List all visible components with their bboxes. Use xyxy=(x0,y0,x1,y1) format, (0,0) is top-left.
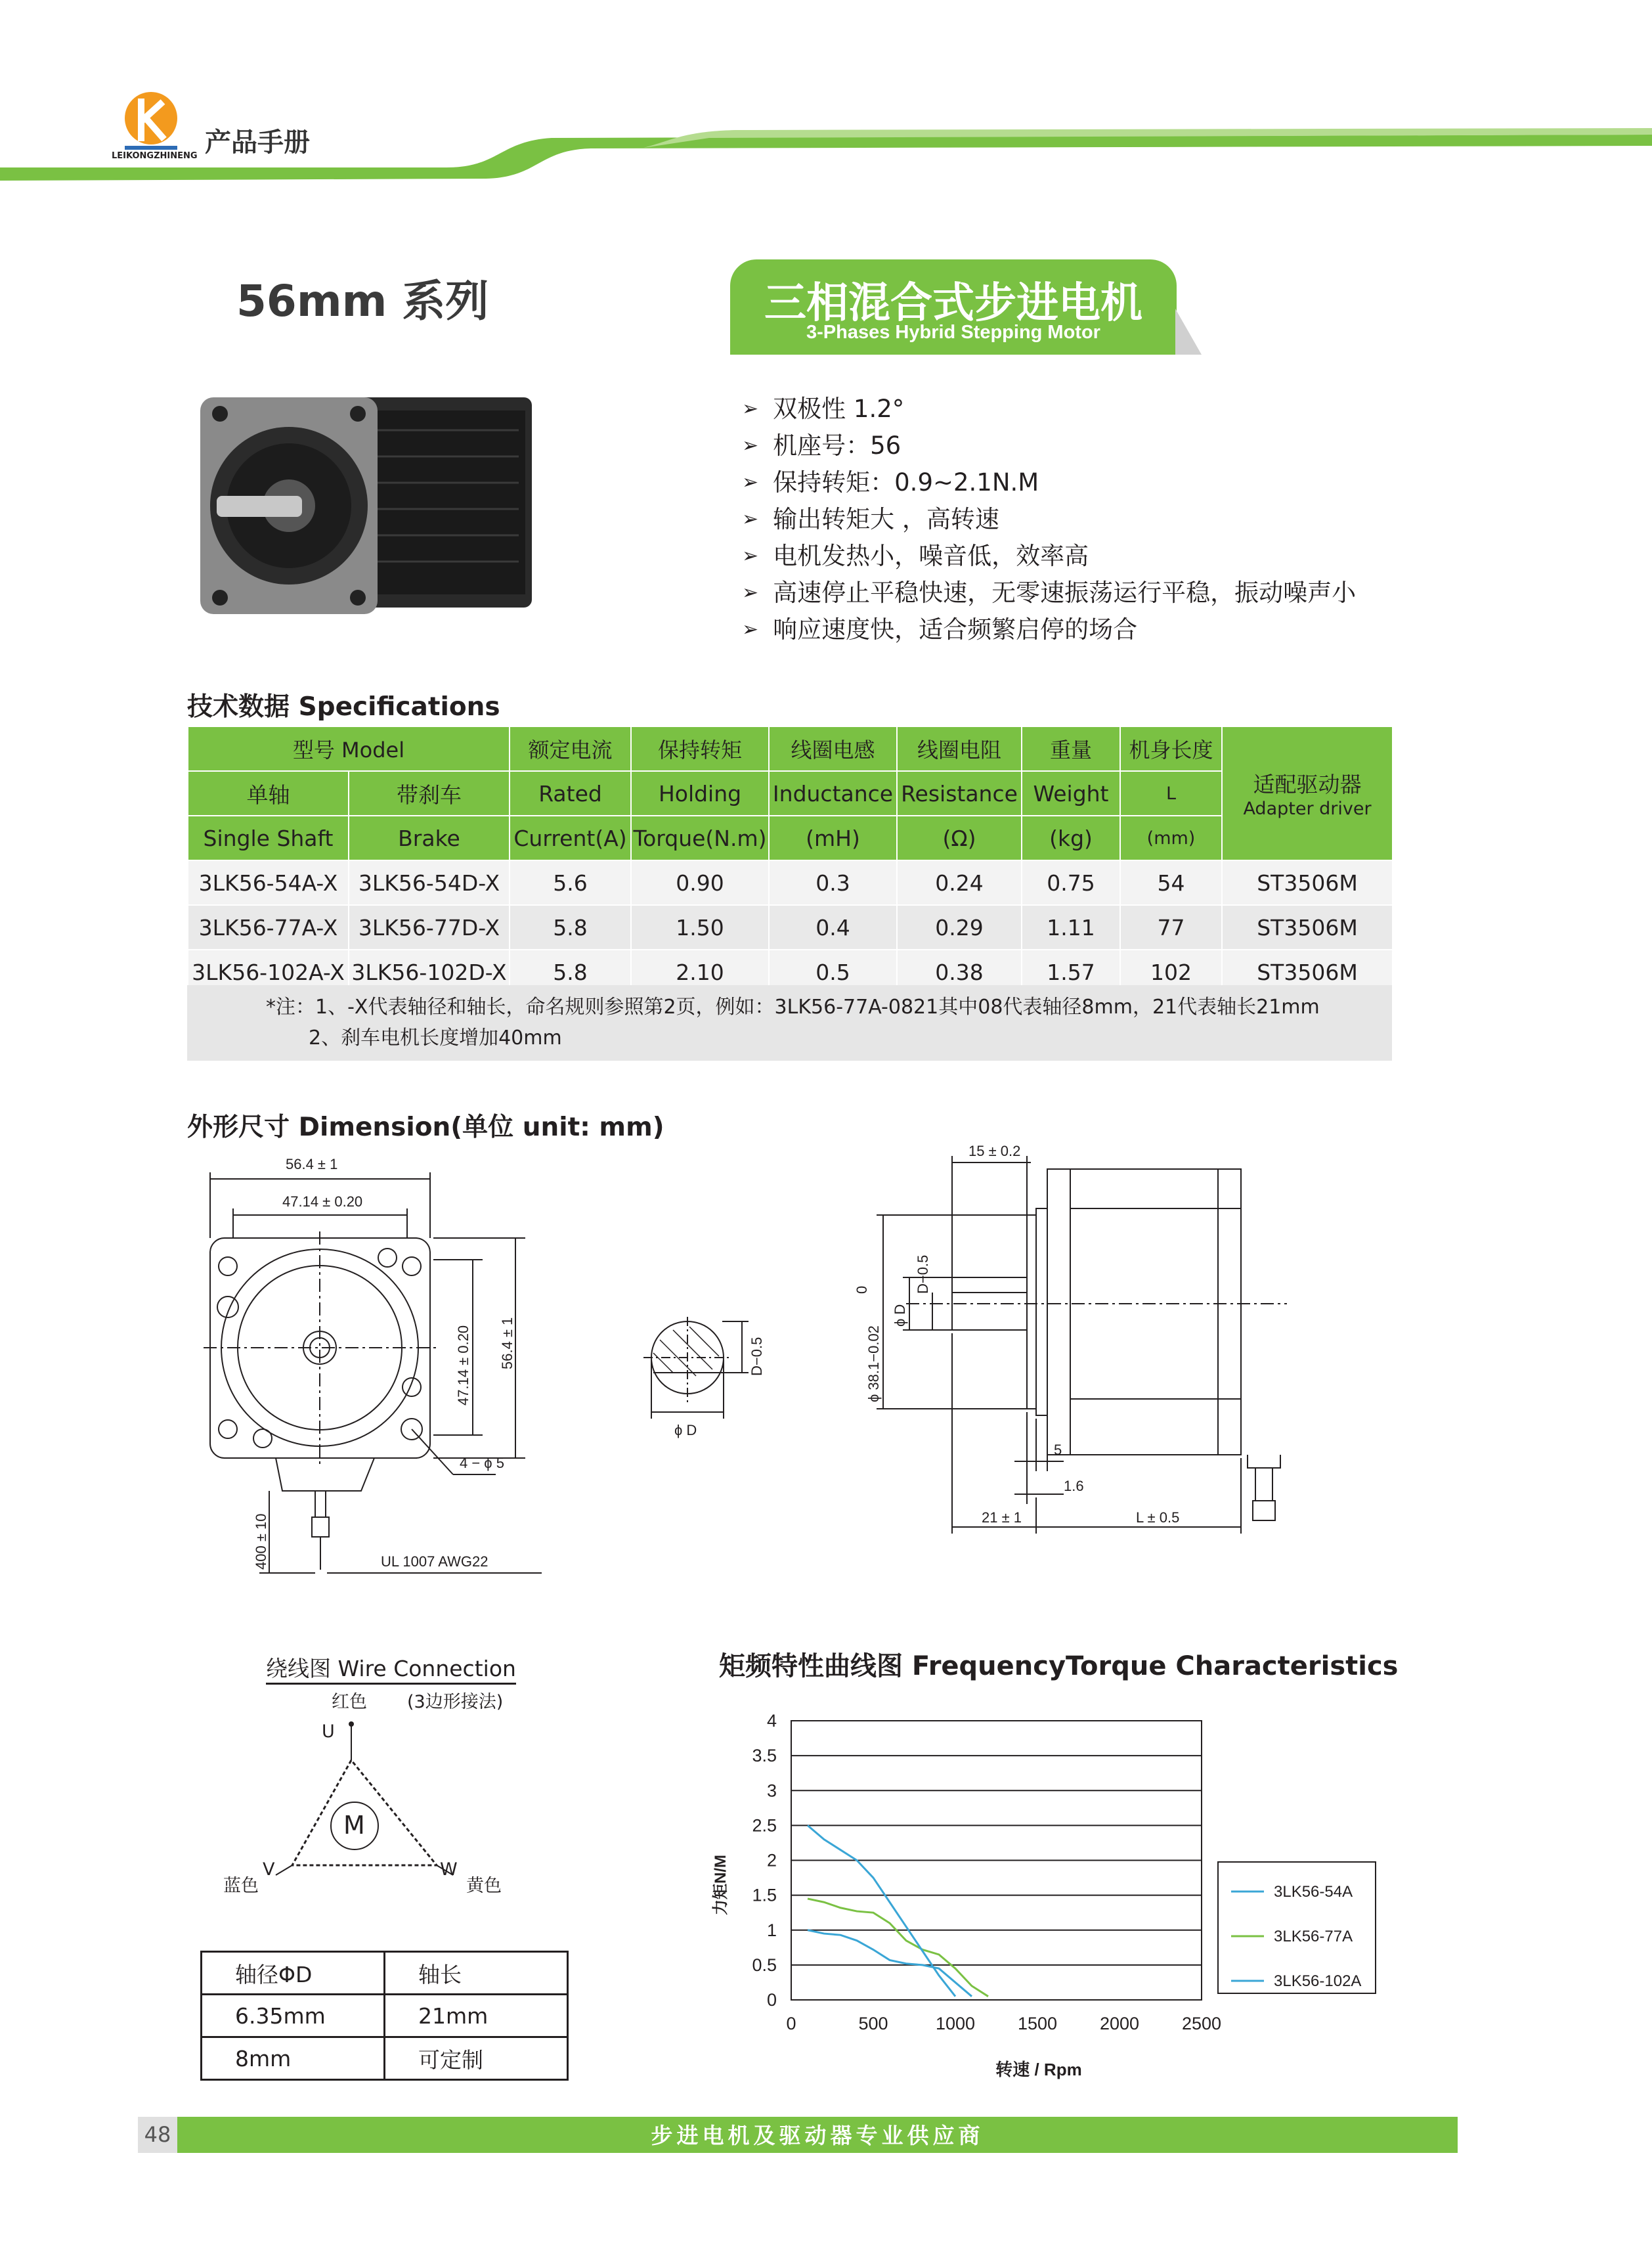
x-tick-label: 1000 xyxy=(935,2014,976,2033)
arrow-right-icon: ➢ xyxy=(742,397,759,420)
header-cell: Inductance xyxy=(769,771,897,816)
arrow-right-icon: ➢ xyxy=(742,581,759,604)
header-band xyxy=(0,0,1652,190)
header-resistance: 线圈电阻 xyxy=(897,726,1022,771)
feature-text: 双极性 1.2° xyxy=(773,395,905,423)
table-cell: 21mm xyxy=(385,1995,568,2037)
table-cell: 3LK56-102D-X xyxy=(349,950,510,994)
table-cell: 6.35mm xyxy=(202,1995,385,2037)
dim-outer-width: 56.4 ± 1 xyxy=(286,1156,338,1172)
list-item xyxy=(742,575,1356,611)
motor-photo xyxy=(197,391,538,627)
note-line-1: *注：1、-X代表轴径和轴长，命名规则参照第2页，例如：3LK56-77A-0821其中08代表轴径8mm，21代表轴长21mm xyxy=(266,996,1320,1019)
y-tick-label: 1.5 xyxy=(752,1885,777,1905)
dim-phi-d: ϕ D xyxy=(674,1422,697,1438)
header-weight: 重量 xyxy=(1022,726,1120,771)
legend-label: 3LK56-77A xyxy=(1274,1928,1353,1945)
table-cell: 102 xyxy=(1120,950,1222,994)
dimension-drawing xyxy=(184,1143,1313,1603)
header-driver-en: Adapter driver xyxy=(1243,799,1372,819)
table-cell: 0.29 xyxy=(897,905,1022,950)
table-cell: 1.50 xyxy=(631,905,769,950)
dim-inner-height: 47.14 ± 0.20 xyxy=(455,1325,471,1406)
table-cell: 2.10 xyxy=(631,950,769,994)
page-number: 48 xyxy=(138,2117,177,2153)
legend-label: 3LK56-102A xyxy=(1274,1972,1362,1990)
connection-method: (3边形接法) xyxy=(407,1692,504,1712)
dim-lead-length: 400 ± 10 xyxy=(253,1513,269,1570)
header-cell: Rated xyxy=(510,771,631,816)
list-item xyxy=(742,501,1356,538)
series-line xyxy=(808,1825,955,1996)
list-item xyxy=(742,428,1356,464)
table-cell: 8mm xyxy=(202,2037,385,2080)
header-cell: (mm) xyxy=(1120,816,1222,860)
chart-title: 矩频特性曲线图 FrequencyTorque Characteristics xyxy=(719,1651,1399,1681)
dim-side-phi-d: ϕ D xyxy=(892,1304,908,1327)
y-tick-label: 0 xyxy=(766,1990,777,2010)
w-label: W xyxy=(440,1859,458,1880)
header-cell: Single Shaft xyxy=(188,816,349,860)
dim-inner-width: 47.14 ± 0.20 xyxy=(282,1193,363,1210)
dimension-title: 外形尺寸 Dimension(单位 unit: mm) xyxy=(187,1113,664,1142)
header-cell: Weight xyxy=(1022,771,1120,816)
feature-text: 响应速度快，适合频繁启停的场合 xyxy=(773,615,1138,644)
arrow-right-icon: ➢ xyxy=(742,471,759,494)
header-cell: (kg) xyxy=(1022,816,1120,860)
table-cell: 0.75 xyxy=(1022,860,1120,905)
spec-table xyxy=(187,726,1393,995)
x-axis-label: 转速 / Rpm xyxy=(995,2060,1082,2079)
x-tick-label: 1500 xyxy=(1017,2014,1058,2033)
table-cell: 0.3 xyxy=(769,860,897,905)
table-cell: 1.11 xyxy=(1022,905,1120,950)
list-item xyxy=(742,611,1356,648)
table-cell: 77 xyxy=(1120,905,1222,950)
table-cell: 3LK56-77A-X xyxy=(188,905,349,950)
y-tick-label: 2.5 xyxy=(752,1815,777,1836)
header-driver-cn: 适配驱动器 xyxy=(1253,772,1362,797)
y-tick-label: 4 xyxy=(766,1711,777,1731)
legend-label: 3LK56-54A xyxy=(1274,1883,1353,1901)
u-color-label: 红色 xyxy=(332,1692,367,1712)
table-cell: 3LK56-77D-X xyxy=(349,905,510,950)
header-cell: 轴长 xyxy=(385,1952,568,1995)
series-title: 56mm 系列 xyxy=(236,276,489,326)
u-label: U xyxy=(322,1721,335,1742)
header-torque: 保持转矩 xyxy=(631,726,769,771)
x-tick-label: 2500 xyxy=(1181,2014,1222,2033)
table-cell: 0.4 xyxy=(769,905,897,950)
x-tick-label: 2000 xyxy=(1099,2014,1140,2033)
dim-boss-zero: 0 xyxy=(854,1285,870,1294)
table-cell: 5.8 xyxy=(510,905,631,950)
table-cell: 0.90 xyxy=(631,860,769,905)
dim-boss-step: 1.6 xyxy=(1064,1478,1084,1494)
y-tick-label: 3 xyxy=(766,1781,777,1801)
table-row xyxy=(202,1995,568,2037)
table-row xyxy=(188,771,1393,816)
table-row xyxy=(188,726,1393,771)
footer-text: 步进电机及驱动器专业供应商 xyxy=(651,2123,984,2148)
feature-text: 保持转矩：0.9~2.1N.M xyxy=(773,468,1039,497)
header-current: 额定电流 xyxy=(510,726,631,771)
arrow-right-icon: ➢ xyxy=(742,434,759,457)
note-line-2: 2、刹车电机长度增加40mm xyxy=(309,1027,562,1050)
tab-shadow xyxy=(1175,309,1202,355)
dim-d-flat: D−0.5 xyxy=(749,1337,765,1376)
title-tab-chinese: 三相混合式步进电机 xyxy=(764,279,1142,328)
table-row xyxy=(188,816,1393,860)
v-color-label: 蓝色 xyxy=(223,1876,259,1896)
table-cell: ST3506M xyxy=(1222,950,1393,994)
dim-shaft-length: 15 ± 0.2 xyxy=(968,1143,1021,1159)
list-item xyxy=(742,538,1356,575)
table-row xyxy=(188,860,1393,905)
dim-boss-height: 5 xyxy=(1054,1442,1062,1458)
table-cell: 3LK56-54A-X xyxy=(188,860,349,905)
x-tick-label: 0 xyxy=(786,2014,796,2033)
table-cell: 5.6 xyxy=(510,860,631,905)
wire-title: 绕线图 Wire Connection xyxy=(266,1652,516,1685)
feature-text: 电机发热小，噪音低，效率高 xyxy=(773,542,1089,570)
y-tick-label: 2 xyxy=(766,1850,777,1871)
list-item xyxy=(742,464,1356,501)
header-cell: (mH) xyxy=(769,816,897,860)
title-tab-english: 3-Phases Hybrid Stepping Motor xyxy=(806,322,1100,343)
dim-cable: UL 1007 AWG22 xyxy=(381,1553,489,1570)
table-cell: ST3506M xyxy=(1222,860,1393,905)
torque-chart xyxy=(709,1694,1405,2089)
dim-side-d-flat: D−0.5 xyxy=(915,1254,931,1294)
y-tick-label: 0.5 xyxy=(752,1955,777,1975)
table-cell: 可定制 xyxy=(385,2037,568,2080)
arrow-right-icon: ➢ xyxy=(742,618,759,641)
feature-text: 机座号：56 xyxy=(773,432,902,460)
header-cell: 轴径ΦD xyxy=(202,1952,385,1995)
logo-icon xyxy=(112,85,198,161)
table-cell: 0.38 xyxy=(897,950,1022,994)
table-cell: 0.24 xyxy=(897,860,1022,905)
v-label: V xyxy=(263,1859,275,1880)
header-cell: 单轴 xyxy=(188,771,349,816)
header-cell: 带刹车 xyxy=(349,771,510,816)
header-cell: Current(A) xyxy=(510,816,631,860)
table-cell: 0.5 xyxy=(769,950,897,994)
feature-list xyxy=(742,391,1356,648)
table-cell: 1.57 xyxy=(1022,950,1120,994)
header-length: 机身长度 xyxy=(1120,726,1222,771)
arrow-right-icon: ➢ xyxy=(742,544,759,567)
table-cell: ST3506M xyxy=(1222,905,1393,950)
list-item xyxy=(742,391,1356,428)
header-cell: Brake xyxy=(349,816,510,860)
w-color-label: 黄色 xyxy=(466,1876,502,1896)
table-row xyxy=(188,905,1393,950)
header-cell: L xyxy=(1120,771,1222,816)
x-tick-label: 500 xyxy=(858,2014,888,2033)
feature-text: 高速停止平稳快速，无零速振荡运行平稳，振动噪声小 xyxy=(773,579,1357,607)
y-axis-label: 力矩N/M xyxy=(712,1855,729,1915)
arrow-right-icon: ➢ xyxy=(742,508,759,531)
y-tick-label: 1 xyxy=(766,1920,777,1940)
motor-symbol: M xyxy=(343,1811,365,1840)
dim-holes: 4 − ϕ 5 xyxy=(460,1455,504,1471)
dim-outer-height: 56.4 ± 1 xyxy=(499,1317,515,1369)
wire-diagram xyxy=(197,1688,565,1905)
header-inductance: 线圈电感 xyxy=(769,726,897,771)
table-cell: 5.8 xyxy=(510,950,631,994)
spec-note xyxy=(187,985,1392,1061)
y-tick-label: 3.5 xyxy=(752,1746,777,1766)
dim-body-length: L ± 0.5 xyxy=(1136,1509,1180,1526)
table-row xyxy=(202,1952,568,1995)
table-row xyxy=(202,2037,568,2080)
spec-title: 技术数据 Specifications xyxy=(187,692,500,722)
header-model: 型号 Model xyxy=(188,726,510,771)
header-cell: Torque(N.m) xyxy=(631,816,769,860)
header-driver xyxy=(1222,726,1393,860)
manual-title: 产品手册 xyxy=(205,127,310,158)
table-cell: 3LK56-102A-X xyxy=(188,950,349,994)
shaft-table xyxy=(200,1951,569,2081)
feature-text: 输出转矩大 ，高转速 xyxy=(773,505,999,533)
header-cell: Resistance xyxy=(897,771,1022,816)
table-cell: 54 xyxy=(1120,860,1222,905)
dim-boss-diameter: ϕ 38.1−0.02 xyxy=(865,1325,882,1402)
brand-subtitle: LEIKONGZHINENG xyxy=(112,151,198,161)
header-cell: (Ω) xyxy=(897,816,1022,860)
dim-front-length: 21 ± 1 xyxy=(982,1509,1022,1526)
header-cell: Holding xyxy=(631,771,769,816)
table-cell: 3LK56-54D-X xyxy=(349,860,510,905)
